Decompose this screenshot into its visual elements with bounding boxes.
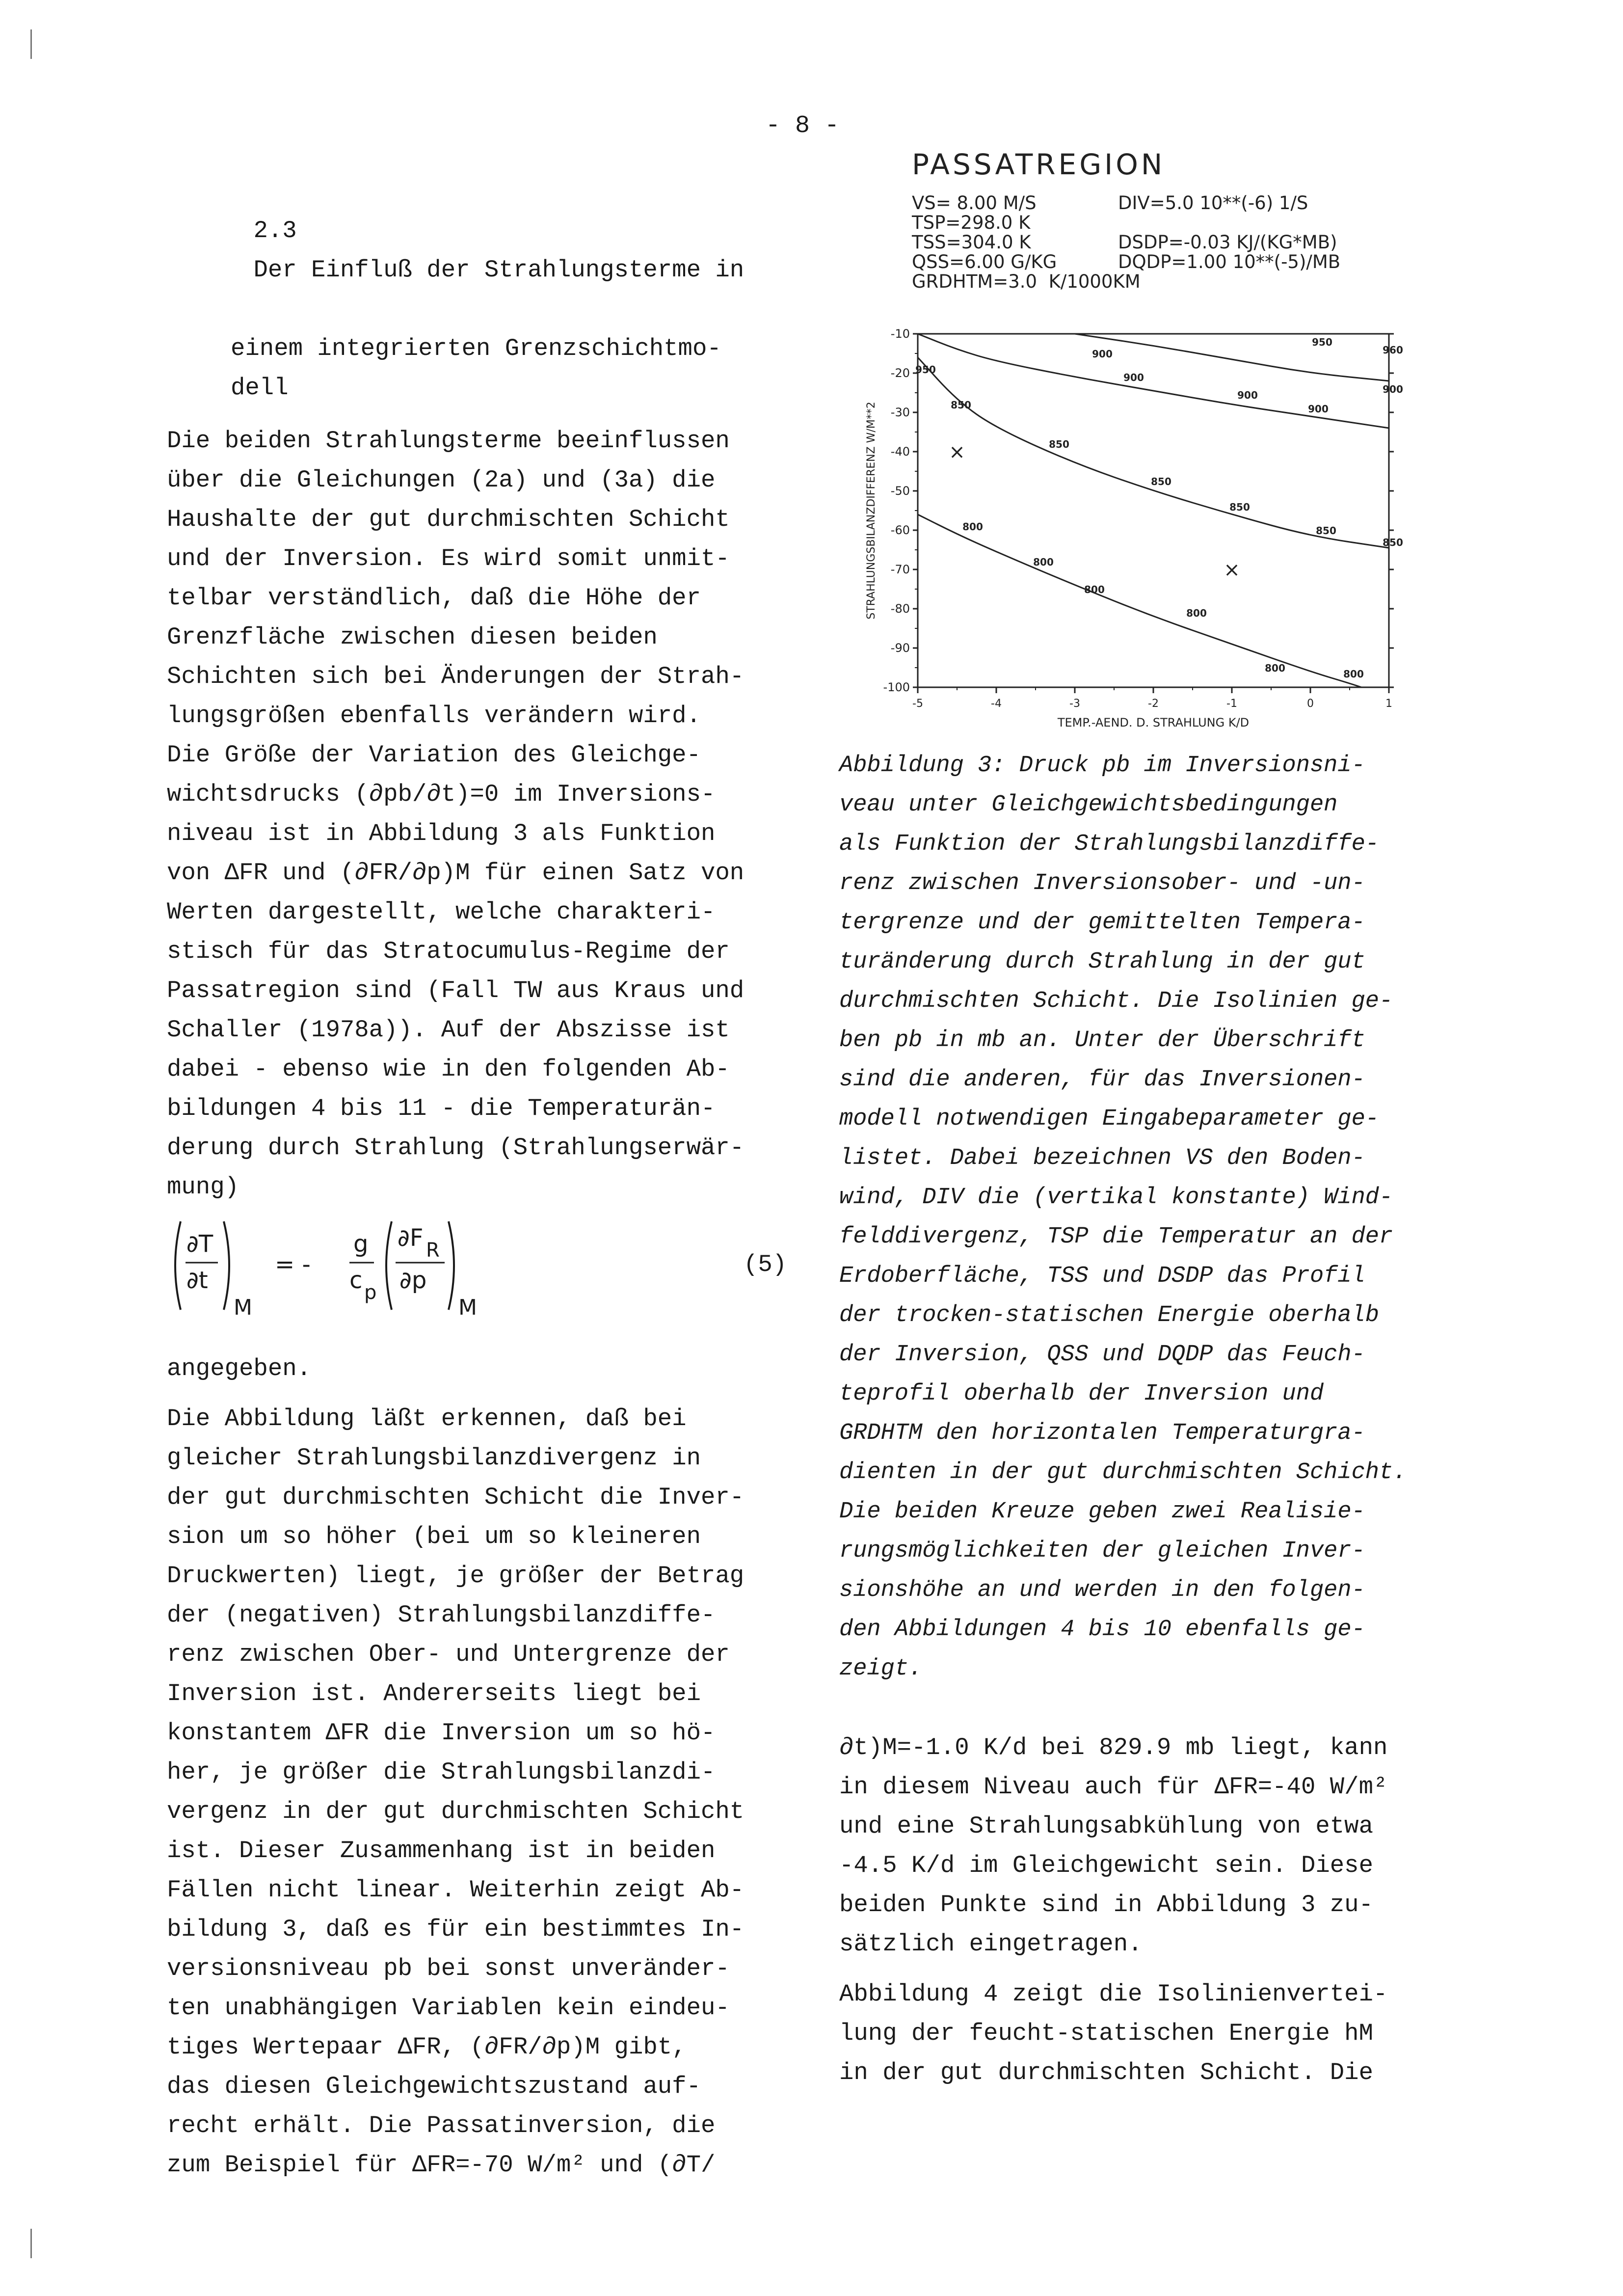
section-title-line: dell xyxy=(231,374,289,402)
x-tick-label: -1 xyxy=(1226,698,1237,710)
y-tick-label: -10 xyxy=(890,327,910,341)
param-text: VS= 8.00 M/S xyxy=(912,192,1037,214)
contour-label: 850 xyxy=(1151,476,1171,487)
left-paren xyxy=(175,1221,181,1310)
caption-line: listet. Dabei bezeichnen VS den Boden- xyxy=(839,1145,1365,1171)
contour-label: 850 xyxy=(1383,537,1403,548)
text-line: -4.5 K/d im Gleichgewicht sein. Diese xyxy=(839,1852,1373,1879)
text-line: ist. Dieser Zusammenhang ist in beiden xyxy=(167,1837,716,1864)
contour-label: 800 xyxy=(1084,584,1105,595)
y-tick-label: -80 xyxy=(890,602,910,616)
text-line: der gut durchmischten Schicht die Inver- xyxy=(167,1484,745,1511)
text-line: Inversion ist. Andererseits liegt bei xyxy=(167,1680,701,1707)
section-heading xyxy=(167,172,815,407)
scan-edge-mark xyxy=(30,2229,32,2258)
text-line: bildung 3, daß es für ein bestimmtes In- xyxy=(167,1916,745,1943)
text-line: und der Inversion. Es wird somit unmit- xyxy=(167,545,730,572)
text-line: Grenzfläche zwischen diesen beiden xyxy=(167,623,658,651)
text-line: bildungen 4 bis 11 - die Temperaturän- xyxy=(167,1095,716,1122)
text-line: wichtsdrucks (∂pb/∂t)=0 im Inversions- xyxy=(167,781,716,808)
text-line: ten unabhängigen Variablen kein eindeu- xyxy=(167,1994,730,2022)
y-tick-label: -100 xyxy=(883,680,910,694)
y-tick-label: -70 xyxy=(890,563,910,576)
param-row xyxy=(912,252,1403,272)
text-line: her, je größer die Strahlungsbilanzdi- xyxy=(167,1758,716,1786)
eq-g: g xyxy=(353,1230,369,1258)
text-line: niveau ist in Abbildung 3 als Funktion xyxy=(167,820,716,847)
param-row xyxy=(912,193,1403,213)
text-line: Fällen nicht linear. Weiterhin zeigt Ab- xyxy=(167,1876,745,1904)
body-paragraph xyxy=(167,421,815,1207)
text-line: Die Größe der Variation des Gleichge- xyxy=(167,741,701,769)
contour-label: 900 xyxy=(1308,403,1329,415)
text-line: Werten dargestellt, welche charakteri- xyxy=(167,898,716,926)
caption-line: veau unter Gleichgewichtsbedingungen xyxy=(839,792,1338,818)
text-line: renz zwischen Ober- und Untergrenze der xyxy=(167,1641,730,1668)
caption-line: Abbildung 3: Druck pb im Inversionsni- xyxy=(839,753,1365,779)
right-paren xyxy=(224,1221,229,1310)
text-line: recht erhält. Die Passatinversion, die xyxy=(167,2112,716,2139)
section-title-line: Der Einfluß der Strahlungsterme in xyxy=(253,256,745,284)
caption-line: sionshöhe an und werden in den folgen- xyxy=(839,1577,1365,1603)
page-number: - 8 - xyxy=(766,112,840,140)
contour-label: 900 xyxy=(1092,348,1113,360)
text-line: versionsniveau pb bei sonst unveränder- xyxy=(167,1955,730,1982)
text-line: angegeben. xyxy=(167,1355,312,1382)
right-column xyxy=(839,1728,1477,2092)
caption-line: der Inversion, QSS und DQDP das Feuch- xyxy=(839,1342,1365,1368)
text-line: Druckwerten) liegt, je größer der Betrag xyxy=(167,1562,745,1590)
x-axis-label: TEMP.-AEND. D. STRAHLUNG K/D xyxy=(1057,716,1250,729)
caption-line: teprofil oberhalb der Inversion und xyxy=(839,1381,1324,1407)
text-line: ∂t)M=-1.0 K/d bei 829.9 mb liegt, kann xyxy=(839,1734,1388,1761)
text-line: lung der feucht-statischen Energie hM xyxy=(839,2020,1373,2047)
caption-line: renz zwischen Inversionsober- und -un- xyxy=(839,870,1365,896)
y-tick-label: -50 xyxy=(890,484,910,498)
caption-line: rungsmöglichkeiten der gleichen Inver- xyxy=(839,1538,1365,1564)
contour-label: 900 xyxy=(1123,372,1144,383)
eq-lhs-subscript: M xyxy=(234,1295,252,1320)
text-line: sätzlich eingetragen. xyxy=(839,1930,1143,1958)
contour-label: 800 xyxy=(962,521,983,533)
left-paren xyxy=(386,1221,392,1310)
text-line: von ΔFR und (∂FR/∂p)M für einen Satz von xyxy=(167,859,745,887)
text-line: lungsgrößen ebenfalls verändern wird. xyxy=(167,702,701,729)
text-line: tiges Wertepaar ΔFR, (∂FR/∂p)M gibt, xyxy=(167,2033,687,2061)
cross-marker: × xyxy=(1224,559,1240,581)
eq-rhs-num-subscript: R xyxy=(426,1239,440,1262)
text-line: Die Abbildung läßt erkennen, daß bei xyxy=(167,1405,687,1432)
text-line: derung durch Strahlung (Strahlungserwär- xyxy=(167,1134,745,1162)
param-text: TSP=298.0 K xyxy=(912,212,1031,233)
equation-graphic xyxy=(167,1212,785,1344)
contour-label: 850 xyxy=(951,399,971,411)
caption-line: Erdoberfläche, TSS und DSDP das Profil xyxy=(839,1263,1365,1289)
caption-line: GRDHTM den horizontalen Temperaturgra- xyxy=(839,1420,1365,1446)
x-tick-label: -3 xyxy=(1069,698,1080,710)
left-column xyxy=(167,172,815,2185)
text-line: Die beiden Strahlungsterme beeinflussen xyxy=(167,427,730,455)
y-tick-label: -60 xyxy=(890,523,910,537)
caption-line: der trocken-statischen Energie oberhalb xyxy=(839,1302,1379,1328)
text-line: der (negativen) Strahlungsbilanzdiffe- xyxy=(167,1601,716,1629)
chart-header xyxy=(912,147,1403,292)
param-text: TSS=304.0 K xyxy=(912,232,1031,253)
eq-lhs-denominator: ∂t xyxy=(186,1267,208,1294)
contour-label: 950 xyxy=(1312,336,1332,348)
text-line: konstantem ΔFR die Inversion um so hö- xyxy=(167,1719,716,1747)
y-tick-label: -90 xyxy=(890,641,910,655)
equation-5 xyxy=(167,1212,815,1349)
param-text: DQDP=1.00 10**(-5)/MB xyxy=(1118,251,1341,272)
x-tick-label: 0 xyxy=(1307,698,1314,710)
caption-line: felddivergenz, TSP die Temperatur an der xyxy=(839,1224,1393,1250)
section-number: 2.3 xyxy=(253,217,297,244)
caption-line: dienten in der gut durchmischten Schicht. xyxy=(839,1459,1407,1486)
text-line: Schaller (1978a)). Auf der Abszisse ist xyxy=(167,1016,730,1044)
eq-cp: c xyxy=(349,1267,363,1294)
contour-line xyxy=(918,357,1389,548)
text-line: sion um so höher (bei um so kleineren xyxy=(167,1523,701,1550)
caption-line: ben pb in mb an. Unter der Überschrift xyxy=(839,1027,1365,1053)
contour-label: 900 xyxy=(1237,389,1258,401)
caption-line: als Funktion der Strahlungsbilanzdiffe- xyxy=(839,831,1379,857)
contour-label: 950 xyxy=(915,364,936,376)
contour-label: 850 xyxy=(1316,525,1336,537)
param-text: DIV=5.0 10**(-6) 1/S xyxy=(1118,192,1308,214)
equation-number: (5) xyxy=(744,1251,787,1278)
text-line: in diesem Niveau auch für ΔFR=-40 W/m² xyxy=(839,1773,1388,1801)
body-paragraph xyxy=(167,1399,815,2185)
text-line: Passatregion sind (Fall TW aus Kraus und xyxy=(167,977,745,1004)
eq-cp-subscript: p xyxy=(364,1281,377,1304)
param-row xyxy=(912,233,1403,252)
x-tick-label: -2 xyxy=(1148,698,1159,710)
caption-line: Die beiden Kreuze geben zwei Realisie- xyxy=(839,1499,1365,1525)
y-tick-label: -30 xyxy=(890,405,910,419)
caption-line: wind, DIV die (vertikal konstante) Wind- xyxy=(839,1185,1393,1211)
cross-marker: × xyxy=(949,441,965,463)
text-line: beiden Punkte sind in Abbildung 3 zu- xyxy=(839,1891,1373,1918)
contour-label: 850 xyxy=(1229,501,1250,513)
text-line: dabei - ebenso wie in den folgenden Ab- xyxy=(167,1055,730,1083)
caption-line: zeigt. xyxy=(839,1656,923,1682)
contour-label: 800 xyxy=(1265,662,1285,674)
contour-label: 960 xyxy=(1383,344,1403,356)
caption-line: sind die anderen, für das Inversionen- xyxy=(839,1067,1365,1093)
text-line: vergenz in der gut durchmischten Schicht xyxy=(167,1798,745,1825)
scan-edge-mark xyxy=(30,29,32,59)
text-line: telbar verständlich, daß die Höhe der xyxy=(167,584,701,612)
param-text: GRDHTM=3.0 K/1000KM xyxy=(912,271,1141,292)
param-text: QSS=6.00 G/KG xyxy=(912,251,1057,272)
y-axis-label: STRAHLUNGSBILANZDIFFERENZ W/M**2 xyxy=(865,402,878,620)
param-row xyxy=(912,272,1403,292)
text-line: in der gut durchmischten Schicht. Die xyxy=(839,2059,1373,2086)
eq-equals: = - xyxy=(275,1251,311,1278)
text-line: zum Beispiel für ΔFR=-70 W/m² und (∂T/ xyxy=(167,2151,716,2179)
right-paren xyxy=(449,1221,454,1310)
body-paragraph xyxy=(839,1974,1477,2092)
y-tick-label: -40 xyxy=(890,445,910,459)
text-line: das diesen Gleichgewichtszustand auf- xyxy=(167,2073,701,2100)
eq-rhs-subscript: M xyxy=(458,1295,477,1320)
text-line: stisch für das Stratocumulus-Regime der xyxy=(167,938,730,965)
text-line: Abbildung 4 zeigt die Isolinienvertei- xyxy=(839,1980,1388,2008)
text-line: und eine Strahlungsabkühlung von etwa xyxy=(839,1812,1373,1840)
contour-line xyxy=(918,514,1361,687)
chart-title: PASSATREGION xyxy=(912,148,1166,181)
contour-chart xyxy=(854,324,1423,736)
contour-line xyxy=(1075,334,1389,381)
plot-frame xyxy=(918,334,1389,687)
contour-label: 800 xyxy=(1186,607,1207,619)
param-text: DSDP=-0.03 KJ/(KG*MB) xyxy=(1118,232,1337,253)
eq-rhs-denominator: ∂p xyxy=(399,1267,427,1294)
body-paragraph xyxy=(839,1728,1477,1964)
text-line: über die Gleichungen (2a) und (3a) die xyxy=(167,466,716,494)
contour-label: 800 xyxy=(1033,556,1054,568)
x-tick-label: 1 xyxy=(1385,698,1392,710)
section-title-line: einem integrierten Grenzschichtmo- xyxy=(231,335,721,362)
x-tick-label: -4 xyxy=(991,698,1002,710)
y-tick-label: -20 xyxy=(890,366,910,380)
eq-lhs-numerator: ∂T xyxy=(186,1230,213,1258)
text-line: Haushalte der gut durchmischten Schicht xyxy=(167,506,730,533)
eq-rhs-numerator: ∂F xyxy=(398,1224,424,1252)
x-tick-label: -5 xyxy=(912,698,923,710)
caption-line: tergrenze und der gemittelten Tempera- xyxy=(839,910,1365,936)
text-line: Schichten sich bei Änderungen der Strah- xyxy=(167,663,745,690)
caption-line: modell notwendigen Eingabeparameter ge- xyxy=(839,1106,1379,1132)
contour-label: 800 xyxy=(1343,668,1364,680)
text-line: mung) xyxy=(167,1173,239,1201)
caption-line: durchmischten Schicht. Die Isolinien ge- xyxy=(839,988,1393,1014)
figure-caption xyxy=(839,746,1497,1689)
text-line: gleicher Strahlungsbilanzdivergenz in xyxy=(167,1444,701,1472)
contour-label: 850 xyxy=(1049,438,1069,450)
param-row xyxy=(912,213,1403,233)
contour-label: 900 xyxy=(1383,383,1403,395)
caption-line: turänderung durch Strahlung in der gut xyxy=(839,949,1365,975)
caption-line: den Abbildungen 4 bis 10 ebenfalls ge- xyxy=(839,1617,1365,1643)
